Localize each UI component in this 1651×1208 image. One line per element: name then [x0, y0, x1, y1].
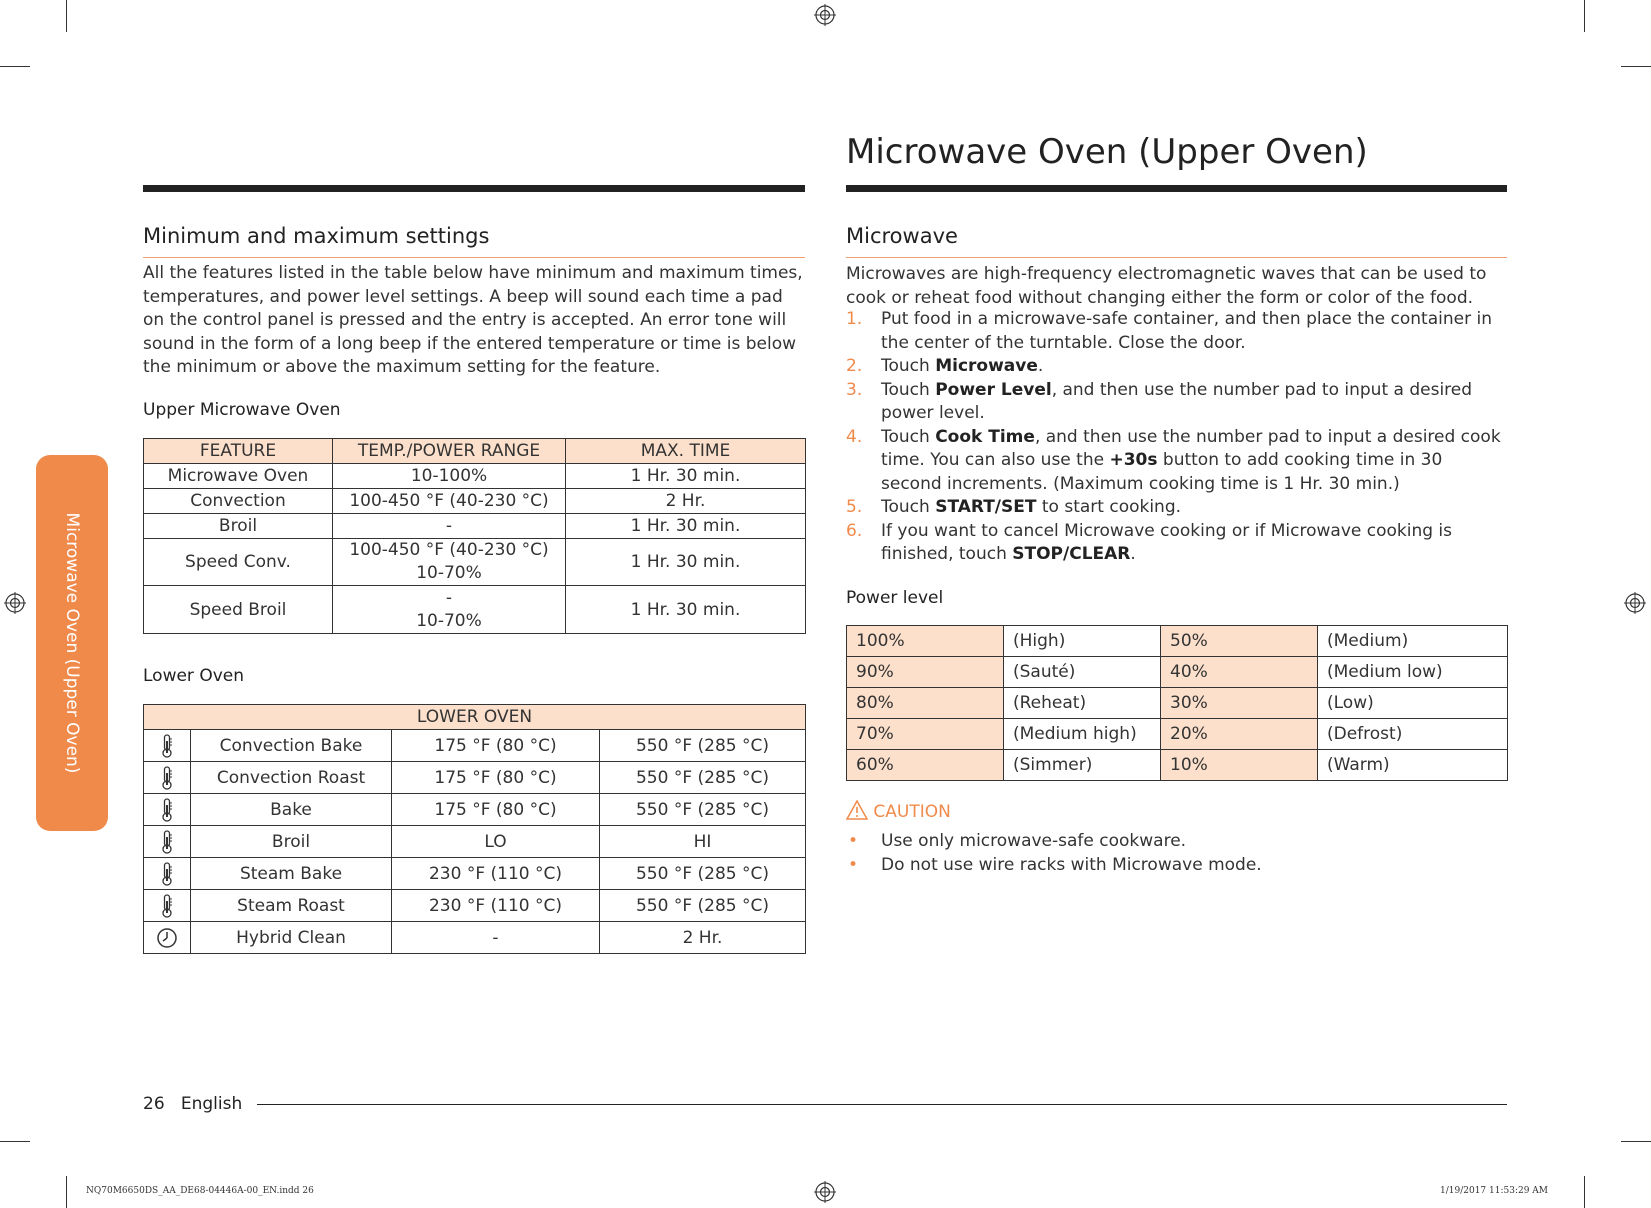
- power-percent-cell: 80%: [847, 688, 1004, 719]
- feature-cell: Speed Broil: [144, 586, 333, 634]
- icon-cell: [144, 890, 191, 922]
- step-text: Touch: [881, 497, 936, 517]
- power-label-cell: (Medium high): [1004, 719, 1161, 750]
- table-row: [144, 762, 806, 794]
- icon-cell: [144, 922, 191, 954]
- list-item: • Use only microwave-safe cookware.: [848, 831, 1187, 851]
- power-percent-cell: 40%: [1161, 657, 1318, 688]
- step-bold: Power Level: [935, 379, 1052, 400]
- step-text: Touch: [881, 356, 936, 376]
- table-row: [144, 858, 806, 890]
- range-cell: 10-100%: [333, 464, 566, 489]
- thermometer-icon: [159, 829, 175, 855]
- left-header-rule: [143, 185, 805, 192]
- step-text: , and then use the number pad to input a desired cook time. You can also use the: [881, 426, 1501, 470]
- max-cell: 550 °F (285 °C): [600, 890, 806, 922]
- step-text: .: [1130, 544, 1136, 564]
- min-cell: LO: [392, 826, 600, 858]
- step-text: Touch: [881, 379, 936, 400]
- thermometer-icon: [159, 797, 175, 823]
- step-item: [846, 426, 1506, 497]
- table-row: [144, 730, 806, 762]
- crop-mark: [66, 1176, 67, 1208]
- page-number: 26: [143, 1094, 165, 1114]
- step-bold: START/SET: [935, 497, 1037, 517]
- feature-cell: Convection: [144, 489, 333, 514]
- step-item: [846, 496, 1506, 520]
- min-cell: 230 °F (110 °C): [392, 858, 600, 890]
- max-cell: 2 Hr.: [600, 922, 806, 954]
- power-percent-cell: 30%: [1161, 688, 1318, 719]
- feature-cell: Steam Bake: [191, 858, 392, 890]
- step-bold: +30s: [1109, 450, 1158, 470]
- feature-cell: Convection Roast: [191, 762, 392, 794]
- power-percent-cell: 50%: [1161, 626, 1318, 657]
- icon-cell: [144, 730, 191, 762]
- right-header-rule: [846, 185, 1507, 192]
- range-line: -: [445, 587, 453, 608]
- step-item: [846, 308, 1506, 355]
- step-bold: STOP/CLEAR: [1012, 544, 1131, 564]
- step-number: 5.: [846, 497, 863, 517]
- min-max-intro: All the features listed in the table below have minimum and maximum times, temperatures, and power level settings. A beep will sound each time a pad on the control panel is pressed and the entry is accepted. An error tone will sound in the form of a long beep if the entered temperature or time is below the minimum or above the maximum setting for the feature.: [143, 263, 803, 377]
- table-header: LOWER OVEN: [144, 705, 806, 730]
- thermometer-icon: [159, 765, 175, 791]
- power-label-cell: (Medium low): [1318, 657, 1508, 688]
- power-label-cell: (Reheat): [1004, 688, 1161, 719]
- step-item: [846, 355, 1506, 379]
- list-item: • Do not use wire racks with Microwave mode.: [848, 855, 1262, 875]
- table-row: [144, 539, 806, 586]
- step-text: Put food in a microwave-safe container, and then place the container in the center of the turntable. Close the door.: [881, 309, 1492, 353]
- table-row: [144, 794, 806, 826]
- step-text: If you want to cancel Microwave cooking or if Microwave cooking is finished, touch: [881, 520, 1453, 564]
- min-max-heading: Minimum and maximum settings: [143, 224, 490, 248]
- page-title: Microwave Oven (Upper Oven): [846, 132, 1368, 172]
- print-slug-date: 1/19/2017 11:53:29 AM: [1440, 1186, 1549, 1196]
- max-cell: 550 °F (285 °C): [600, 762, 806, 794]
- chapter-side-tab-label: Microwave Oven (Upper Oven): [62, 512, 82, 774]
- caution-list: [846, 829, 1262, 877]
- step-bold: Cook Time: [935, 426, 1035, 447]
- table-row: [144, 489, 806, 514]
- range-line: 100-450 °F (40-230 °C): [349, 540, 549, 560]
- microwave-intro: Microwaves are high-frequency electromagnetic waves that can be used to cook or reheat food without changing either the form or color of the food.: [846, 264, 1487, 308]
- table-row: [847, 750, 1508, 781]
- power-label-cell: (Sauté): [1004, 657, 1161, 688]
- print-slug-file: NQ70M6650DS_AA_DE68-04446A-00_EN.indd 26: [86, 1186, 314, 1196]
- caution-item: Do not use wire racks with Microwave mode.: [881, 855, 1262, 875]
- step-text: button to add cooking time in 30 second increments. (Maximum cooking time is 1 Hr. 30 min.): [881, 450, 1443, 494]
- crop-mark: [1584, 1176, 1585, 1208]
- step-text: Touch: [881, 426, 936, 447]
- thermometer-icon: [159, 733, 175, 759]
- step-number: 3.: [846, 379, 863, 400]
- max-cell: HI: [600, 826, 806, 858]
- power-label-cell: (Low): [1318, 688, 1508, 719]
- upper-oven-subheading: Upper Microwave Oven: [143, 400, 341, 420]
- section-rule: [143, 257, 805, 258]
- upper-oven-table: [143, 438, 806, 634]
- feature-cell: Microwave Oven: [144, 464, 333, 489]
- lower-oven-subheading: Lower Oven: [143, 666, 245, 686]
- table-row: [144, 890, 806, 922]
- table-row: [847, 688, 1508, 719]
- feature-cell: Convection Bake: [191, 730, 392, 762]
- crop-mark: [0, 1141, 30, 1142]
- step-number: 4.: [846, 426, 863, 447]
- power-level-table: [846, 625, 1508, 781]
- registration-mark-icon: [814, 1181, 836, 1203]
- registration-mark-icon: [814, 4, 836, 26]
- table-row: [144, 586, 806, 634]
- table-row: [144, 922, 806, 954]
- table-row: [144, 464, 806, 489]
- thermometer-icon: [159, 893, 175, 919]
- power-label-cell: (Warm): [1318, 750, 1508, 781]
- table-row: [847, 719, 1508, 750]
- warning-icon: [846, 800, 868, 820]
- crop-mark: [0, 66, 30, 67]
- crop-mark: [1621, 66, 1651, 67]
- crop-mark: [66, 0, 67, 32]
- feature-cell: Broil: [191, 826, 392, 858]
- max-cell: 550 °F (285 °C): [600, 730, 806, 762]
- min-cell: 175 °F (80 °C): [392, 730, 600, 762]
- step-number: 2.: [846, 356, 863, 376]
- table-header: TEMP./POWER RANGE: [333, 439, 566, 464]
- max-cell: 550 °F (285 °C): [600, 794, 806, 826]
- step-item: [846, 520, 1506, 567]
- page-footer: [143, 1094, 242, 1114]
- microwave-heading: Microwave: [846, 224, 958, 248]
- power-label-cell: (Defrost): [1318, 719, 1508, 750]
- power-label-cell: (High): [1004, 626, 1161, 657]
- footer-rule: [257, 1104, 1507, 1105]
- min-cell: 175 °F (80 °C): [392, 762, 600, 794]
- feature-cell: Steam Roast: [191, 890, 392, 922]
- crop-mark: [1584, 0, 1585, 32]
- max-time-cell: 1 Hr. 30 min.: [566, 464, 806, 489]
- max-time-cell: 1 Hr. 30 min.: [566, 586, 806, 634]
- table-row: [144, 514, 806, 539]
- step-bold: Microwave: [935, 356, 1038, 376]
- min-cell: -: [392, 922, 600, 954]
- min-cell: 230 °F (110 °C): [392, 890, 600, 922]
- feature-cell: Hybrid Clean: [191, 922, 392, 954]
- power-percent-cell: 70%: [847, 719, 1004, 750]
- power-level-subheading: Power level: [846, 588, 944, 608]
- caution-label: [846, 800, 951, 822]
- power-label-cell: (Medium): [1318, 626, 1508, 657]
- max-cell: 550 °F (285 °C): [600, 858, 806, 890]
- step-number: 6.: [846, 520, 863, 541]
- power-percent-cell: 100%: [847, 626, 1004, 657]
- table-row: [847, 657, 1508, 688]
- range-cell: -: [333, 514, 566, 539]
- feature-cell: Bake: [191, 794, 392, 826]
- power-percent-cell: 90%: [847, 657, 1004, 688]
- icon-cell: [144, 826, 191, 858]
- max-time-cell: 2 Hr.: [566, 489, 806, 514]
- crop-mark: [1621, 1141, 1651, 1142]
- thermometer-icon: [159, 861, 175, 887]
- power-percent-cell: 20%: [1161, 719, 1318, 750]
- step-item: [846, 379, 1506, 426]
- section-rule: [846, 257, 1507, 258]
- steps-list: [846, 308, 1506, 567]
- range-cell: [333, 539, 566, 586]
- max-time-cell: 1 Hr. 30 min.: [566, 539, 806, 586]
- range-line: 10-70%: [416, 563, 482, 583]
- step-text: to start cooking.: [1036, 497, 1182, 517]
- table-header: FEATURE: [144, 439, 333, 464]
- lower-oven-table: [143, 704, 806, 954]
- icon-cell: [144, 762, 191, 794]
- power-percent-cell: 10%: [1161, 750, 1318, 781]
- table-header: MAX. TIME: [566, 439, 806, 464]
- icon-cell: [144, 794, 191, 826]
- registration-mark-icon: [4, 592, 26, 614]
- table-row: [847, 626, 1508, 657]
- range-cell: [333, 586, 566, 634]
- range-line: 10-70%: [416, 610, 482, 631]
- page-language: English: [180, 1094, 243, 1114]
- feature-cell: Speed Conv.: [144, 539, 333, 586]
- table-row: [144, 826, 806, 858]
- range-cell: 100-450 °F (40-230 °C): [333, 489, 566, 514]
- icon-cell: [144, 858, 191, 890]
- step-text: .: [1037, 356, 1044, 376]
- power-label-cell: (Simmer): [1004, 750, 1161, 781]
- feature-cell: Broil: [144, 514, 333, 539]
- clock-icon: [156, 927, 178, 949]
- max-time-cell: 1 Hr. 30 min.: [566, 514, 806, 539]
- step-number: 1.: [846, 309, 863, 329]
- caution-item: Use only microwave-safe cookware.: [881, 831, 1187, 851]
- step-text: , and then use the number pad to input a desired power level.: [881, 379, 1473, 423]
- chapter-side-tab: [36, 455, 108, 831]
- caution-text: CAUTION: [873, 802, 951, 822]
- min-cell: 175 °F (80 °C): [392, 794, 600, 826]
- power-percent-cell: 60%: [847, 750, 1004, 781]
- registration-mark-icon: [1624, 592, 1646, 614]
